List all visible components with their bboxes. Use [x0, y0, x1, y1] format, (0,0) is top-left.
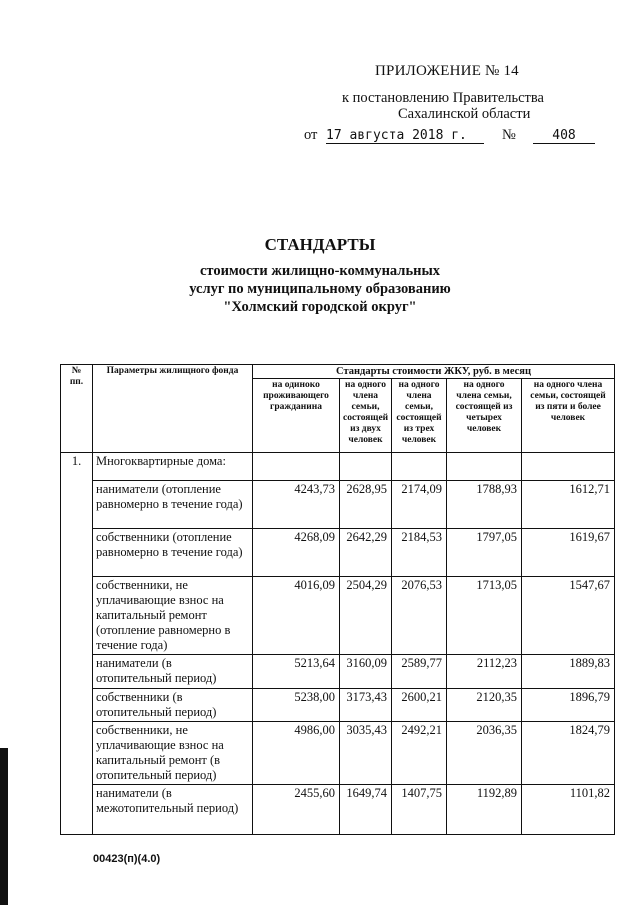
table-row [61, 689, 615, 722]
table-row [61, 722, 615, 785]
cell-value: 4016,09 [253, 577, 340, 655]
table-row [61, 655, 615, 689]
col-header-three: на одного члена семьи, состоящей из трех человек [392, 379, 447, 453]
table-row [61, 577, 615, 655]
cell-value: 1649,74 [340, 785, 392, 835]
document-code: 00423(п)(4.0) [93, 853, 161, 865]
cell-value: 5213,64 [253, 655, 340, 689]
cell-value: 2174,09 [392, 481, 447, 529]
subtitle-line: услуг по муниципальному образованию [189, 281, 451, 297]
cell-value: 1101,82 [522, 785, 615, 835]
cell-value: 2589,77 [392, 655, 447, 689]
number-label: № [502, 127, 516, 143]
row-label: собственники (отопление равномерно в течение года) [93, 529, 253, 577]
cell-value: 1889,83 [522, 655, 615, 689]
col-header-single: на одиноко проживающего гражданина [253, 379, 340, 453]
cell-value: 1788,93 [447, 481, 522, 529]
resolution-number: 408 [533, 128, 595, 144]
row-label: наниматели (в межотопительный период) [93, 785, 253, 835]
cell-value: 2120,35 [447, 689, 522, 722]
appendix-title: ПРИЛОЖЕНИЕ № 14 [375, 63, 519, 79]
cell-value: 4986,00 [253, 722, 340, 785]
col-header-two: на одного члена семьи, состоящей из двух человек [340, 379, 392, 453]
col-header-five: на одного члена семьи, состоящей из пяти и более человек [522, 379, 615, 453]
cell-value: 2184,53 [392, 529, 447, 577]
cell-value: 1896,79 [522, 689, 615, 722]
cell-value: 2036,35 [447, 722, 522, 785]
section-label: Многоквартирные дома: [93, 453, 253, 481]
cell-value: 2076,53 [392, 577, 447, 655]
col-header-four: на одного члена семьи, состоящей из четырех человек [447, 379, 522, 453]
appendix-line-region: Сахалинской области [398, 106, 531, 122]
table-row [61, 481, 615, 529]
cell-value: 2492,21 [392, 722, 447, 785]
subtitle-line: "Холмский городской округ" [223, 299, 417, 315]
col-header-params: Параметры жилищного фонда [93, 365, 253, 453]
cell-value: 2112,23 [447, 655, 522, 689]
standards-table [60, 364, 615, 835]
cell-value: 2628,95 [340, 481, 392, 529]
cell-value: 1619,67 [522, 529, 615, 577]
cell-value: 4268,09 [253, 529, 340, 577]
cell-value: 2600,21 [392, 689, 447, 722]
document-subtitle [0, 262, 640, 316]
scan-edge-bar [0, 748, 8, 905]
subtitle-line: стоимости жилищно-коммунальных [199, 263, 441, 279]
cell-value: 1192,89 [447, 785, 522, 835]
from-label: от [304, 127, 318, 143]
col-header-number: № пп. [61, 365, 93, 453]
table-row [61, 529, 615, 577]
cell-value: 1713,05 [447, 577, 522, 655]
col-header-group: Стандарты стоимости ЖКУ, руб. в месяц [253, 365, 615, 379]
appendix-line-resolution: к постановлению Правительства [342, 90, 544, 106]
cell-value: 5238,00 [253, 689, 340, 722]
row-label: наниматели (в отопительный период) [93, 655, 253, 689]
document-title: СТАНДАРТЫ [264, 235, 376, 254]
row-label: собственники (в отопительный период) [93, 689, 253, 722]
section-number: 1. [61, 453, 93, 835]
row-label: собственники, не уплачивающие взнос на капитальный ремонт (отопление равномерно в течение года) [93, 577, 253, 655]
cell-value: 1612,71 [522, 481, 615, 529]
cell-value: 2504,29 [340, 577, 392, 655]
cell-value: 3173,43 [340, 689, 392, 722]
table-row [61, 785, 615, 835]
cell-value: 1407,75 [392, 785, 447, 835]
cell-value: 2642,29 [340, 529, 392, 577]
resolution-date-number [304, 127, 604, 147]
cell-value: 1797,05 [447, 529, 522, 577]
cell-value: 1824,79 [522, 722, 615, 785]
cell-value: 1547,67 [522, 577, 615, 655]
cell-value: 2455,60 [253, 785, 340, 835]
row-label: наниматели (отопление равномерно в течение года) [93, 481, 253, 529]
cell-value: 3035,43 [340, 722, 392, 785]
row-label: собственники, не уплачивающие взнос на капитальный ремонт (в отопительный период) [93, 722, 253, 785]
resolution-date: 17 августа 2018 г. [326, 128, 484, 144]
cell-value: 4243,73 [253, 481, 340, 529]
cell-value: 3160,09 [340, 655, 392, 689]
